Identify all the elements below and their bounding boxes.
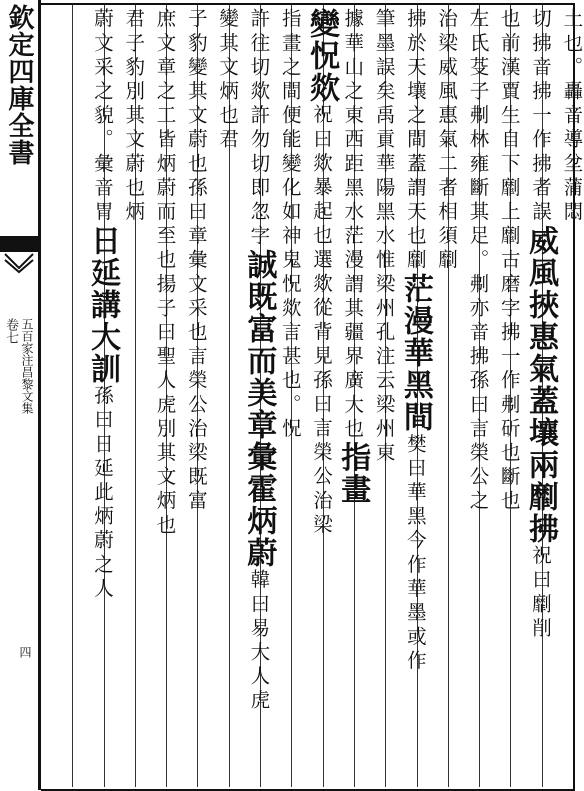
main-text: 誠既富而美章彙霍炳蔚	[241, 249, 277, 569]
commentary-text: 蔚文采之貌。彙音胃	[90, 8, 114, 225]
text-column	[30, 8, 84, 784]
commentary-text: 君子豹別其文蔚也炳	[122, 8, 146, 225]
commentary-text: 左氏芟子刜林雍斷其足。刜亦音拂孫曰言榮公之	[466, 8, 490, 515]
section-label: 五百家注昌黎文集	[20, 318, 34, 414]
commentary-text: 子豹變其文蔚也孫曰章彙文采也言榮公治梁既富	[184, 8, 208, 515]
volume-label: 卷七	[3, 318, 18, 344]
main-text: 變怳欻	[304, 8, 339, 104]
main-text: 茫漫華黑間	[397, 273, 433, 434]
commentary-text: 拂於天壤之間蓋謂天也劘	[403, 8, 427, 274]
commentary-text: 土也。轟音導	[560, 8, 584, 153]
commentary-text: 也前漢賈生自下劘上劘古磨字拂一作刜斫也斷也	[497, 8, 521, 515]
commentary-text: 祝曰欻暴起也選欻從背見孫曰言榮公治梁	[310, 104, 333, 538]
book-title: 欽定四庫全書	[4, 4, 34, 166]
commentary-text: 祝曰劘削	[529, 544, 553, 642]
commentary-text: 坌蒲悶	[560, 152, 584, 225]
main-text: 威風挾惠氣蓋壤兩劘拂	[523, 224, 559, 545]
main-text: 日延講大訓	[84, 224, 120, 385]
commentary-text: 指畫之間便能變化如神鬼怳欻言甚也。怳	[278, 8, 302, 442]
commentary-text: 切拂音拂一作拂者誤	[529, 8, 553, 225]
commentary-text: 筆墨誤矣禹貢華陽黑水惟梁州孔注云梁州東	[372, 8, 396, 466]
commentary-text: 韓曰易大人虎	[247, 569, 271, 714]
commentary-text: 庶文章之工皆炳蔚而至也揚子曰聖人虎別其文炳也	[153, 8, 177, 539]
commentary-text: 孫曰日延此炳蔚之人	[90, 384, 114, 602]
commentary-text: 變其文炳也君	[216, 8, 240, 153]
commentary-text: 據華山之東西距黑水茫漫謂其疆界廣大也	[341, 8, 365, 442]
page-number: 四	[18, 646, 32, 658]
commentary-text: 治梁威風惠氣二者相須劘	[435, 8, 459, 274]
commentary-text: 許往切欻許勿切即忽字	[247, 8, 271, 249]
main-text: 指畫	[335, 441, 371, 506]
commentary-text: 樊曰華黑今作華墨或作	[403, 433, 427, 675]
